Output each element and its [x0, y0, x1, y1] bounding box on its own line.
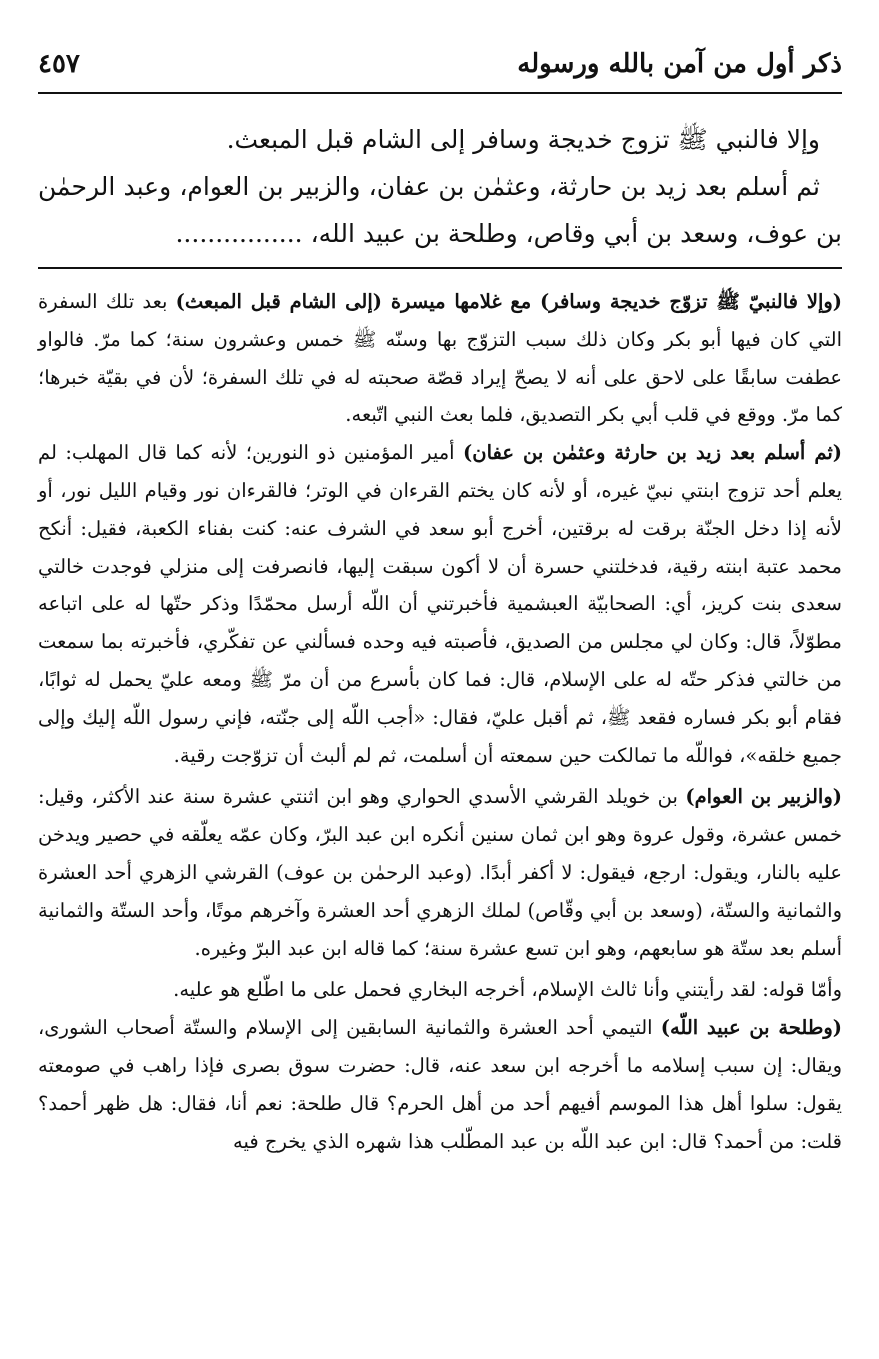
header-rule [38, 92, 842, 94]
commentary-lemma: (وطلحة بن عبيد اللّه) [660, 1016, 843, 1040]
commentary-paragraph [38, 1009, 842, 1160]
main-paragraph: وإلا فالنبي ﷺ تزوج خديجة وسافر إلى الشام قبل المبعث. [226, 125, 820, 154]
commentary-paragraph [38, 283, 842, 434]
commentary-text: وأمّا قوله: لقد رأيتني وأنا ثالث الإسلام، أخرجه البخاري فحمل على ما اطّلع هو عليه. [173, 978, 842, 1002]
page-number: ٤٥٧ [38, 49, 80, 79]
running-title: ذكر أول من آمن بالله ورسوله [517, 49, 842, 79]
commentary-text: أمير المؤمنين ذو النورين؛ لأنه كما قال المهلب: لم يعلم أحد تزوج ابنتي نبيّ غيره، أو لأنه كان يختم القرءان في الوتر؛ فالقرءان نور وقيام الليل نور، أو لأنه إذا دخل الجنّة برقت له برقتين، أخرج أبو سعد في الشرف عنه: كنت بفناء الكعبة، فقيل: أنكح محمد عتبة ابنته رقية، فدخلتني حسرة أن لا أكون سبقت إليها، فانصرفت إلى منزلي فوجدت خالتي سعدى بنت كريز، أي: الصحابيّة العبشمية فأخبرتني أن اللّه أرسل محمّدًا وذكر حتّها له على اتباعه مطوّلاً، قال: وكان لي مجلس من الصديق، فأصبته فيه وحده فسألني عن تفكّري، فأخبرته بما سمعت من خالتي فذكر حتّه له على الإسلام، قال: فما كان بأسرع من أن مرّ ﷺ ومعه عليّ يحمل له ثوابًا، فقام أبو بكر فساره فقعد ﷺ، ثم أقبل عليّ، فقال: «أجب اللّه إلى جنّته، فإني رسول اللّه إليك وإلى جميع خلقه»، فواللّه ما تمالكت حين سمعته أن أسلمت، ثم لم ألبث أن تزوّجت رقية. [38, 441, 843, 767]
commentary-text: التيمي أحد العشرة والثمانية السابقين إلى الإسلام والستّة أصحاب الشورى، ويقال: إن سبب إسلامه ما أخرجه ابن سعد عنه، قال: حضرت سوق بصرى فإذا راهب في صومعته يقول: سلوا أهل هذا الموسم أفيهم أحد من أهل الحرم؟ قال طلحة: نعم أنا، فقال: هل ظهر أحمد؟ قلت: من أحمد؟ قال: ابن عبد اللّه بن عبد المطّلب هذا شهره الذي يخرج فيه [38, 1016, 842, 1153]
commentary-text: بن خويلد القرشي الأسدي الحواري وهو ابن اثنتي عشرة سنة عند الأكثر، وقيل: خمس عشرة، وقول عروة وهو ابن ثمان سنين أنكره ابن عبد البرّ، وكان عمّه يعلّقه في حصير ويدخن عليه بالنار، ويقول: ارجع، فيقول: لا أكفر أبدًا. (وعبد الرحمٰن بن عوف) القرشي الزهري أحد العشرة والثمانية والستّة، (وسعد بن أبي وقّاص) لملك الزهري أحد العشرة وآخرهم موتًا، وأحد الستّة والثمانية أسلم بعد ستّة هو سابعهم، وهو ابن تسع عشرة سنة؛ كما قاله ابن عبد البرّ وغيره. [38, 785, 843, 960]
commentary-divider [38, 267, 842, 269]
book-page [38, 40, 842, 1160]
commentary-lemma: (ثم أسلم بعد زيد بن حارثة وعثمٰن بن عفان) [463, 441, 842, 465]
commentary-lemma: (والزبير بن العوام) [685, 785, 842, 809]
commentary-paragraph [38, 778, 842, 967]
commentary-paragraph [38, 971, 842, 1009]
main-paragraph: ثم أسلم بعد زيد بن حارثة، وعثمٰن بن عفان، والزبير بن العوام، وعبد الرحمٰن بن عوف، وسعد بن أبي وقاص، وطلحة بن عبيد الله، ................ [38, 172, 842, 248]
commentary-text: بعد تلك السفرة التي كان فيها أبو بكر وكان ذلك سبب التزوّج بها وسنّه ﷺ خمس وعشرون سنة؛ كما مرّ. فالواو عطفت سابقًا على لاحق على أنه لا يصحّ إيراد قصّة صحبته له في تلك السفرة؛ لأن في بقيّة خبرها؛ كما مرّ. ووقع في قلب أبي بكر التصديق، فلما بعث النبي اتّبعه. [38, 290, 842, 427]
commentary [38, 283, 842, 1160]
page-header [38, 40, 842, 84]
commentary-paragraph [38, 434, 842, 774]
commentary-lemma: (وإلا فالنبيّ ﷺ تزوّج خديجة وسافر) مع غلامها ميسرة (إلى الشام قبل المبعث) [175, 290, 843, 313]
main-text [38, 116, 842, 257]
